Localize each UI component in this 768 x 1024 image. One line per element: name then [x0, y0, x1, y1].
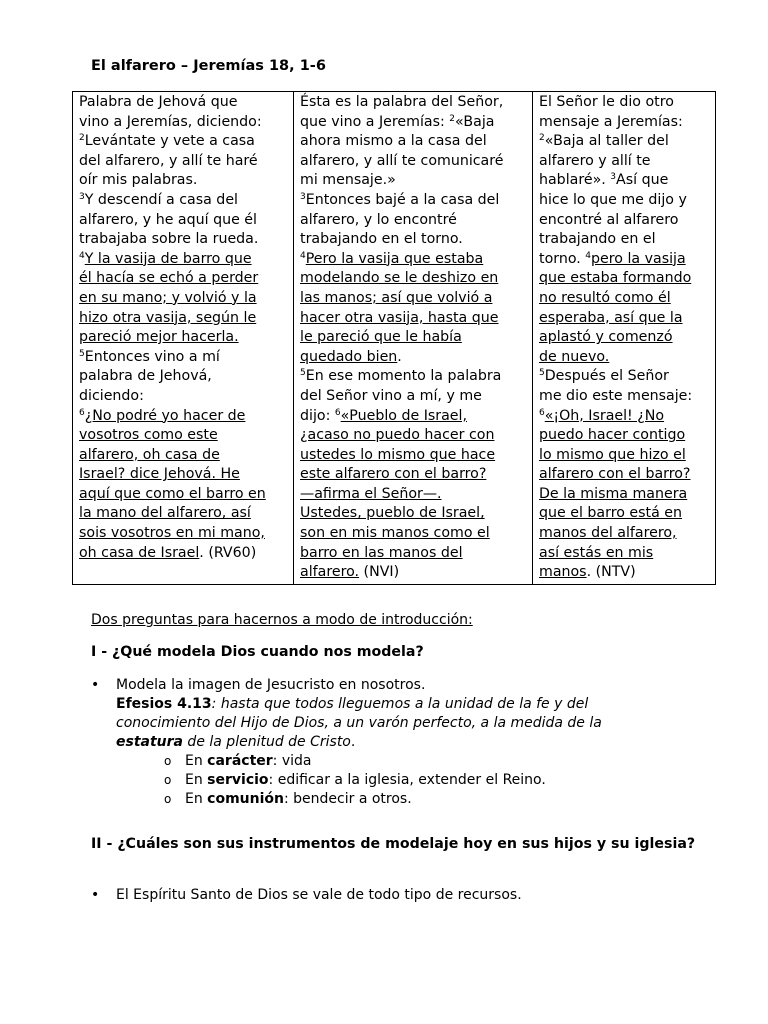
bible-versions-table [72, 91, 716, 585]
scripture-quote: Efesios 4.13: hasta que todos lleguemos a la unidad de la fe y del conocimiento del Hijo de Dios, a un varón perfecto, a la medida de la estatura de la plenitud de Cristo. [116, 696, 602, 750]
bullet-icon: • [91, 887, 100, 903]
sub-list-item: o En carácter: vida [164, 753, 312, 769]
bullet-list-item [91, 887, 731, 903]
rv60-column: Palabra de Jehová que vino a Jeremías, diciendo: $^2$Levántate y vete a casa del alfarero, y allí te haré oír mis palabras. $^3$Y descendí a casa del alfarero, y he aquí que él trabajaba sobre la rueda. $^4$Y la vasija de barro que él hacía se echó a perder en su mano; y volvió y la hizo otra vasija, según le pareció mejor hacerla. $^5$Entonces vino a mí palabra de Jehová, diciendo: $^6$¿No podré yo hacer de vosotros como este alfarero, oh casa de Israel? dice Jehová. He aquí que como el barro en la mano del alfarero, así sois vosotros en mi mano, oh casa de Israel. (RV60) [73, 92, 294, 585]
sub-list [164, 752, 731, 809]
ntv-column: El Señor le dio otro mensaje a Jeremías: $^2$«Baja al taller del alfarero y allí te hablaré». $^3$Así que hice lo que me dijo y encontré al alfarero trabajando en el torno. $^4$pero la vasija que estaba formando no resultó como él esperaba, así que la aplastó y comenzó de nuevo. $^5$Después el Señor me dio este mensaje: $^6$«¡Oh, Israel! ¿No puedo hacer contigo lo mismo que hizo el alfarero con el barro? De la misma manera que el barro está en manos del alfarero, así estás en mis manos. (NTV) [533, 92, 716, 585]
sub-list-item: o En servicio: edificar a la iglesia, extender el Reino. [164, 772, 546, 788]
question-two-heading: II - ¿Cuáles son sus instrumentos de modelaje hoy en sus hijos y su iglesia? [91, 836, 696, 852]
question-one-heading: I - ¿Qué modela Dios cuando nos modela? [91, 644, 424, 660]
bullet-main-text: El Espíritu Santo de Dios se vale de todo tipo de recursos. [116, 887, 522, 903]
scripture-reference: Efesios 4.13 [116, 696, 212, 712]
circle-bullet-icon: o [164, 792, 172, 806]
sub-list-item: o En comunión: bendecir a otros. [164, 791, 412, 807]
document-title: El alfarero – Jeremías 18, 1-6 [91, 58, 326, 74]
circle-bullet-icon: o [164, 773, 172, 787]
nvi-column: Ésta es la palabra del Señor, que vino a Jeremías: $^2$«Baja ahora mismo a la casa del alfarero, y allí te comunicaré mi mensaje.» $^3$Entonces bajé a la casa del alfarero, y lo encontré trabajando en el torno. $^4$Pero la vasija que estaba modelando se le deshizo en las manos; así que volvió a hacer otra vasija, hasta que le pareció que le había quedado bien. $^5$En ese momento la palabra del Señor vino a mí, y me dijo: $^6$«Pueblo de Israel, ¿acaso no puedo hacer con ustedes lo mismo que hace este alfarero con el barro? —afirma el Señor—. Ustedes, pueblo de Israel, son en mis manos como el barro en las manos del alfarero. (NVI) [294, 92, 533, 585]
circle-bullet-icon: o [164, 754, 172, 768]
bullet-icon: • [91, 677, 100, 693]
bullet-main-text: Modela la imagen de Jesucristo en nosotros. [116, 677, 426, 693]
bullet-list-item [91, 676, 731, 809]
intro-heading: Dos preguntas para hacernos a modo de introducción: [91, 612, 473, 628]
